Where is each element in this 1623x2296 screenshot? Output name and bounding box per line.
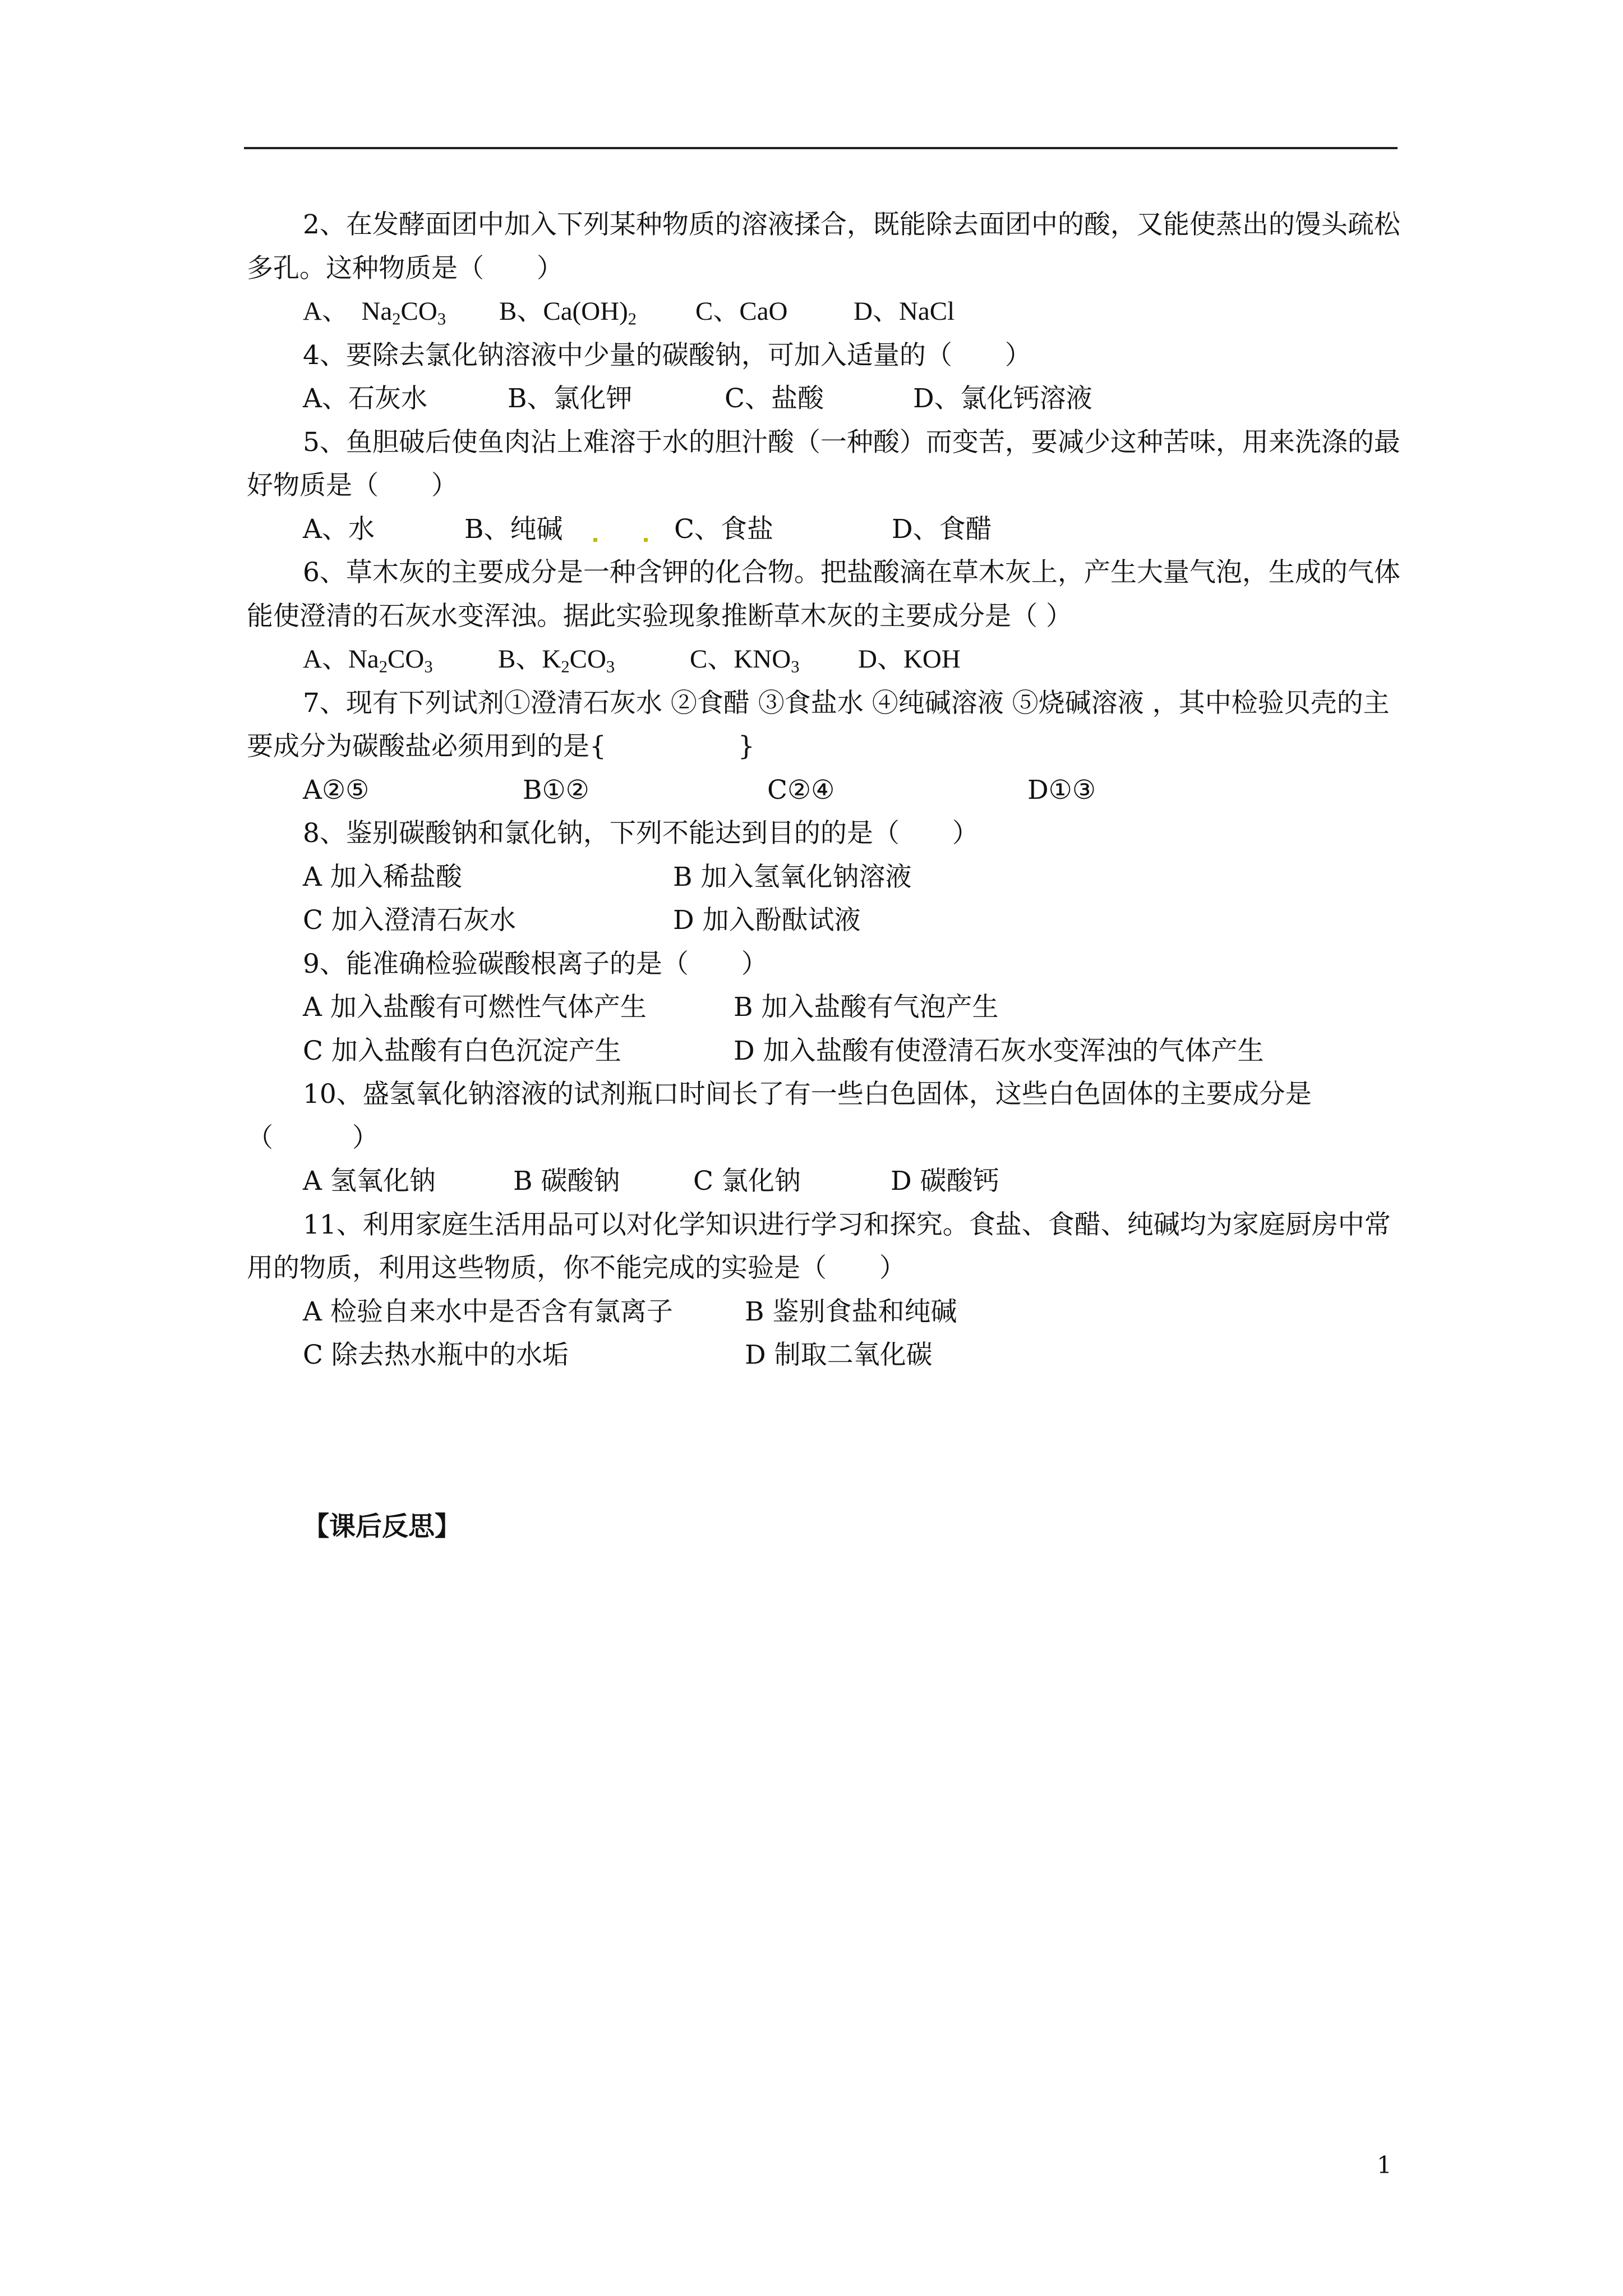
option-a: A、 $Na_2CO_3$ xyxy=(303,297,446,329)
question-4-options xyxy=(247,377,1408,421)
question-5-stem: 5、鱼胆破后使鱼肉沾上难溶于水的胆汁酸（一种酸）而变苦，要减少这种苦味，用来洗涤的最好物质是（ ） xyxy=(247,426,1400,501)
reflection-heading: 【课后反思】 xyxy=(303,1511,461,1542)
option-a: A、水 xyxy=(303,513,375,545)
stray-mark xyxy=(644,538,648,542)
question-8-stem: 8、鉴别碳酸钠和氯化钠，下列不能达到目的的是（ ） xyxy=(303,818,979,849)
option-a: A 加入盐酸有可燃性气体产生 xyxy=(303,992,647,1023)
question-8-options-row2 xyxy=(247,899,1408,942)
option-d: D、KOH xyxy=(858,645,961,674)
question-10-options xyxy=(247,1159,1408,1203)
question-7-options xyxy=(247,769,1408,812)
question-8-options-row1 xyxy=(247,855,1408,899)
option-b: B 碳酸钠 xyxy=(513,1166,620,1197)
option-c: C、食盐 xyxy=(674,513,773,545)
option-d: D、NaCl xyxy=(854,297,955,326)
question-9-stem: 9、能准确检验碳酸根离子的是（ ） xyxy=(303,948,768,979)
option-c: C、盐酸 xyxy=(725,383,824,414)
option-d: D 制取二氧化碳 xyxy=(745,1340,933,1370)
option-c: C 加入盐酸有白色沉淀产生 xyxy=(303,1035,621,1066)
option-d: D①③ xyxy=(1027,774,1096,806)
option-d: D 碳酸钙 xyxy=(891,1166,999,1197)
question-6-options xyxy=(247,638,1408,682)
option-b: B 加入盐酸有气泡产生 xyxy=(734,992,999,1023)
option-c: C 除去热水瓶中的水垢 xyxy=(303,1340,569,1370)
option-a: A 加入稀盐酸 xyxy=(303,861,462,892)
option-d: D 加入盐酸有使澄清石灰水变浑浊的气体产生 xyxy=(734,1035,1264,1066)
question-4-stem: 4、要除去氯化钠溶液中少量的碳酸钠，可加入适量的（ ） xyxy=(303,339,1031,371)
option-b: B 加入氢氧化钠溶液 xyxy=(673,861,912,892)
option-c: C②④ xyxy=(767,774,835,806)
question-2-stem: 2、在发酵面团中加入下列某种物质的溶液揉合，既能除去面团中的酸，又能使蒸出的馒头疏松多孔。这种物质是（ ） xyxy=(247,209,1400,284)
stray-mark xyxy=(593,538,597,542)
question-6-stem: 6、草木灰的主要成分是一种含钾的化合物。把盐酸滴在草木灰上，产生大量气泡，生成的气体能使澄清的石灰水变浑浊。据此实验现象推断草木灰的主要成分是（ ） xyxy=(247,557,1400,632)
option-c: C、CaO xyxy=(695,297,788,326)
question-9-options-row2 xyxy=(247,1029,1408,1073)
header-rule xyxy=(244,147,1398,149)
option-d: D、食醋 xyxy=(892,513,992,545)
option-a: A、石灰水 xyxy=(303,383,427,414)
question-11-stem: 11、利用家庭生活用品可以对化学知识进行学习和探究。食盐、食醋、纯碱均为家庭厨房中常用的物质，利用这些物质，你不能完成的实验是（ ） xyxy=(247,1209,1391,1283)
option-a: A 氢氧化钠 xyxy=(303,1166,436,1197)
option-a: A 检验自来水中是否含有氯离子 xyxy=(303,1296,673,1327)
question-5-options xyxy=(247,508,1408,551)
option-c: C 氯化钠 xyxy=(693,1166,801,1197)
option-b: B①② xyxy=(523,774,589,806)
option-c: C、$KNO_3$ xyxy=(690,645,800,677)
option-b: B、$Ca(OH)_2$ xyxy=(499,297,637,329)
question-2-options xyxy=(247,290,1408,334)
question-7-stem: 7、现有下列试剂①澄清石灰水 ②食醋 ③食盐水 ④纯碱溶液 ⑤烧碱溶液 ，其中检验贝壳的主要成分为碳酸盐必须用到的是{ } xyxy=(247,687,1390,762)
option-b: B、纯碱 xyxy=(464,513,563,545)
option-d: D、氯化钙溶液 xyxy=(913,383,1092,414)
option-b: B 鉴别食盐和纯碱 xyxy=(745,1296,957,1327)
question-list xyxy=(247,203,1408,1377)
option-a: A②⑤ xyxy=(303,774,370,806)
question-10-stem: 10、盛氢氧化钠溶液的试剂瓶口时间长了有一些白色固体，这些白色固体的主要成分是（ ） xyxy=(247,1079,1312,1153)
question-11-options-row2 xyxy=(247,1333,1408,1377)
question-11-options-row1 xyxy=(247,1290,1408,1334)
option-b: B、氯化钾 xyxy=(508,383,633,414)
page-number: 1 xyxy=(1377,2151,1392,2179)
option-c: C 加入澄清石灰水 xyxy=(303,905,516,936)
option-b: B、$K_2CO_3$ xyxy=(498,645,615,677)
question-9-options-row1 xyxy=(247,986,1408,1029)
option-a: A、$Na_2CO_3$ xyxy=(303,645,433,677)
option-d: D 加入酚酞试液 xyxy=(673,905,861,936)
